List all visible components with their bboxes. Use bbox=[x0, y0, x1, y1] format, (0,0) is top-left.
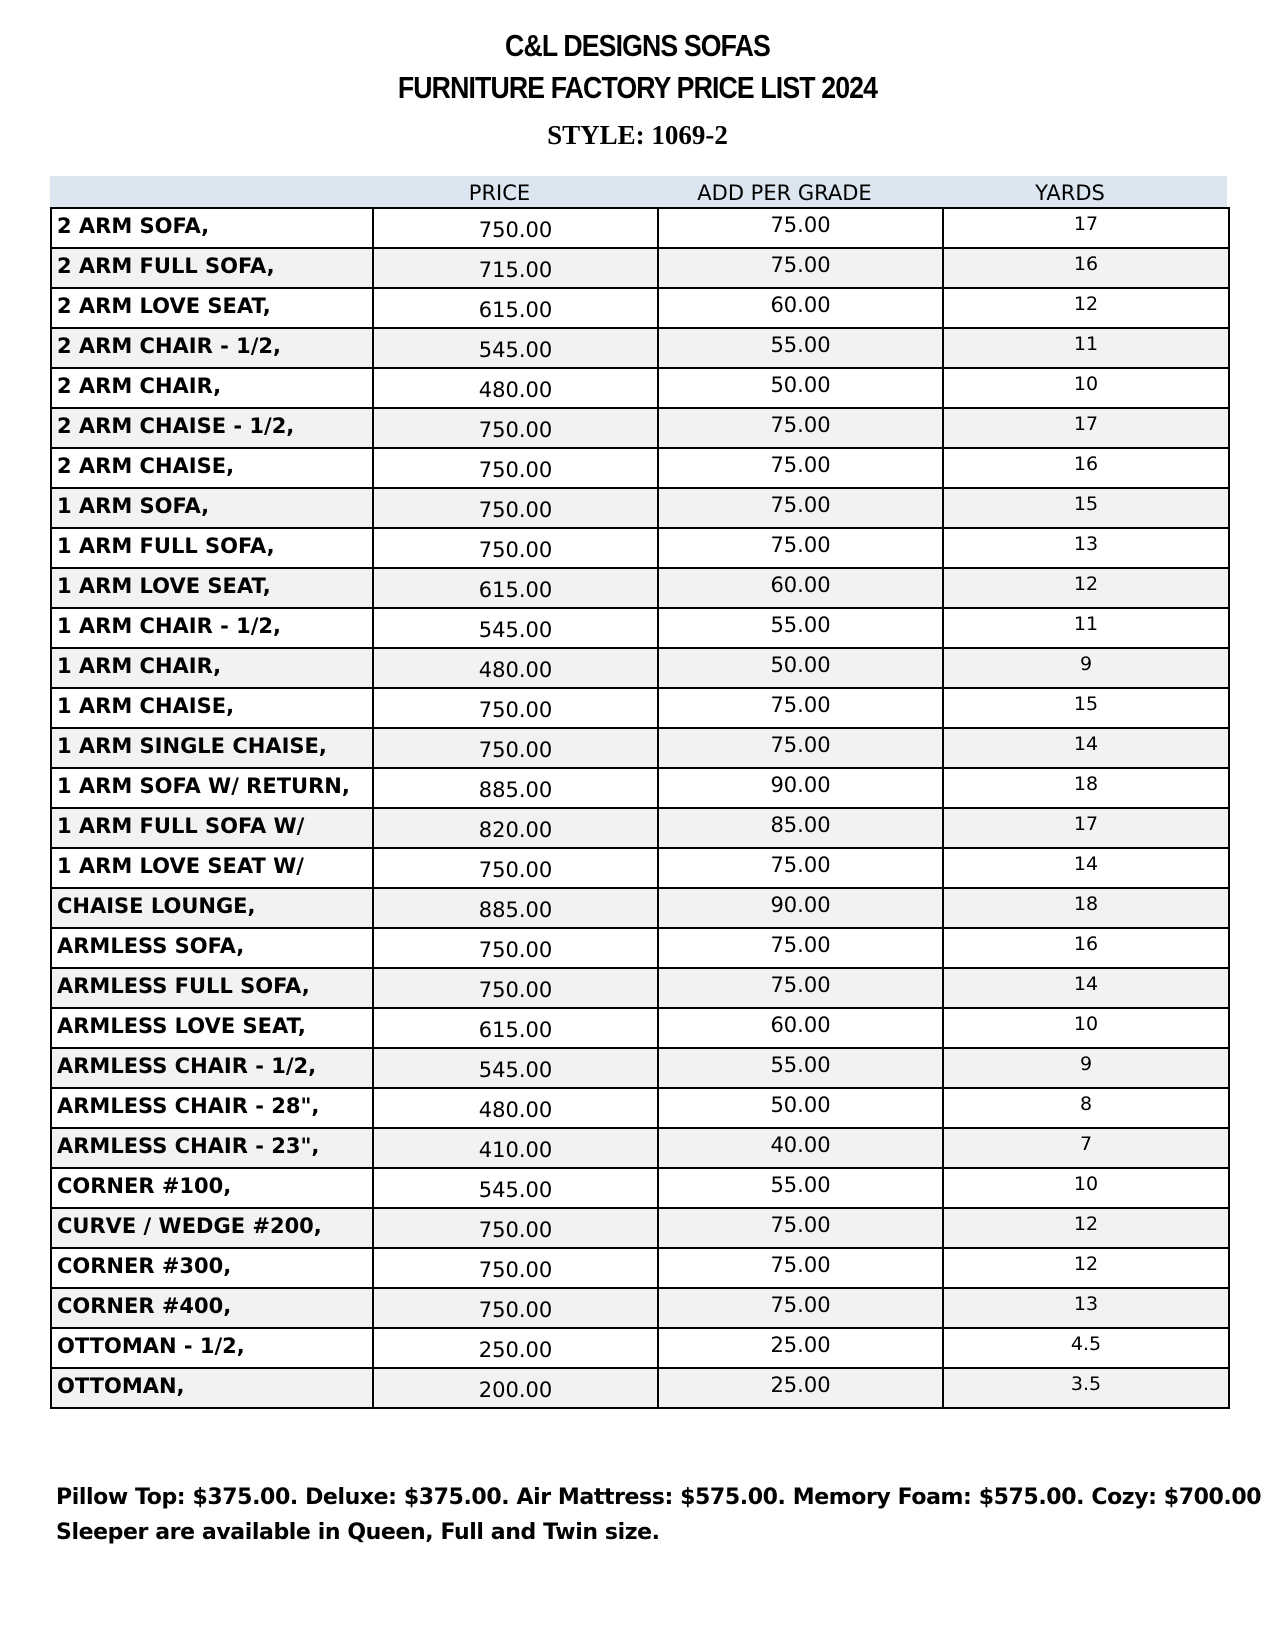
add-per-grade-cell: 60.00 bbox=[658, 1008, 943, 1048]
item-name-cell: CHAISE LOUNGE, bbox=[51, 888, 373, 928]
add-per-grade-cell: 75.00 bbox=[658, 1208, 943, 1248]
yards-cell: 15 bbox=[943, 488, 1229, 528]
table-row bbox=[51, 928, 1229, 968]
add-per-grade-cell: 50.00 bbox=[658, 368, 943, 408]
table-row bbox=[51, 1328, 1229, 1368]
item-name-cell: 2 ARM CHAISE - 1/2, bbox=[51, 408, 373, 448]
add-per-grade-cell: 60.00 bbox=[658, 568, 943, 608]
item-name-cell: CURVE / WEDGE #200, bbox=[51, 1208, 373, 1248]
add-per-grade-cell: 75.00 bbox=[658, 208, 943, 248]
table-row bbox=[51, 568, 1229, 608]
item-name-cell: 1 ARM LOVE SEAT W/ bbox=[51, 848, 373, 888]
yards-cell: 17 bbox=[943, 208, 1229, 248]
item-name-cell: ARMLESS CHAIR - 1/2, bbox=[51, 1048, 373, 1088]
price-cell: 480.00 bbox=[373, 368, 658, 408]
sleeper-sizes-note: Sleeper are available in Queen, Full and Twin size. bbox=[56, 1520, 660, 1545]
price-cell: 750.00 bbox=[373, 1248, 658, 1288]
table-row bbox=[51, 648, 1229, 688]
yards-cell: 11 bbox=[943, 328, 1229, 368]
yards-cell: 13 bbox=[943, 528, 1229, 568]
add-per-grade-cell: 55.00 bbox=[658, 1168, 943, 1208]
item-name-cell: 1 ARM CHAISE, bbox=[51, 688, 373, 728]
add-per-grade-cell: 75.00 bbox=[658, 968, 943, 1008]
table-row bbox=[51, 1368, 1229, 1408]
sleeper-options-note: Pillow Top: $375.00. Deluxe: $375.00. Air Mattress: $575.00. Memory Foam: $575.00. Cozy: $700.00 bbox=[56, 1485, 1262, 1510]
add-per-grade-cell: 25.00 bbox=[658, 1328, 943, 1368]
item-name-cell: 1 ARM LOVE SEAT, bbox=[51, 568, 373, 608]
add-per-grade-cell: 75.00 bbox=[658, 488, 943, 528]
item-name-cell: 2 ARM CHAIR - 1/2, bbox=[51, 328, 373, 368]
add-per-grade-cell: 75.00 bbox=[658, 528, 943, 568]
table-row bbox=[51, 1168, 1229, 1208]
item-name-cell: ARMLESS FULL SOFA, bbox=[51, 968, 373, 1008]
item-name-cell: CORNER #100, bbox=[51, 1168, 373, 1208]
price-cell: 615.00 bbox=[373, 288, 658, 328]
table-row bbox=[51, 1288, 1229, 1328]
price-cell: 750.00 bbox=[373, 688, 658, 728]
table-row bbox=[51, 208, 1229, 248]
yards-cell: 11 bbox=[943, 608, 1229, 648]
price-cell: 750.00 bbox=[373, 728, 658, 768]
item-name-cell: 2 ARM CHAIR, bbox=[51, 368, 373, 408]
add-per-grade-cell: 75.00 bbox=[658, 448, 943, 488]
add-per-grade-cell: 40.00 bbox=[658, 1128, 943, 1168]
add-per-grade-cell: 60.00 bbox=[658, 288, 943, 328]
price-cell: 750.00 bbox=[373, 488, 658, 528]
price-cell: 750.00 bbox=[373, 448, 658, 488]
price-cell: 750.00 bbox=[373, 1208, 658, 1248]
price-cell: 250.00 bbox=[373, 1328, 658, 1368]
price-cell: 615.00 bbox=[373, 568, 658, 608]
price-cell: 545.00 bbox=[373, 608, 658, 648]
add-per-grade-cell: 50.00 bbox=[658, 1088, 943, 1128]
yards-cell: 16 bbox=[943, 448, 1229, 488]
table-row bbox=[51, 1128, 1229, 1168]
table-row bbox=[51, 288, 1229, 328]
item-name-cell: ARMLESS CHAIR - 28", bbox=[51, 1088, 373, 1128]
yards-cell: 18 bbox=[943, 768, 1229, 808]
item-name-cell: 1 ARM CHAIR, bbox=[51, 648, 373, 688]
table-row bbox=[51, 728, 1229, 768]
yards-cell: 9 bbox=[943, 1048, 1229, 1088]
item-name-cell: CORNER #300, bbox=[51, 1248, 373, 1288]
table-row bbox=[51, 528, 1229, 568]
price-cell: 750.00 bbox=[373, 528, 658, 568]
item-name-cell: 1 ARM CHAIR - 1/2, bbox=[51, 608, 373, 648]
price-cell: 615.00 bbox=[373, 1008, 658, 1048]
yards-cell: 16 bbox=[943, 928, 1229, 968]
table-row bbox=[51, 408, 1229, 448]
yards-cell: 17 bbox=[943, 408, 1229, 448]
yards-cell: 10 bbox=[943, 1008, 1229, 1048]
yards-cell: 14 bbox=[943, 968, 1229, 1008]
price-cell: 750.00 bbox=[373, 928, 658, 968]
table-row bbox=[51, 688, 1229, 728]
price-cell: 545.00 bbox=[373, 1048, 658, 1088]
add-per-grade-cell: 25.00 bbox=[658, 1368, 943, 1408]
item-name-cell: 2 ARM LOVE SEAT, bbox=[51, 288, 373, 328]
item-name-cell: 2 ARM FULL SOFA, bbox=[51, 248, 373, 288]
item-name-cell: 1 ARM SINGLE CHAISE, bbox=[51, 728, 373, 768]
table-row bbox=[51, 448, 1229, 488]
add-per-grade-cell: 75.00 bbox=[658, 848, 943, 888]
yards-cell: 10 bbox=[943, 368, 1229, 408]
yards-cell: 14 bbox=[943, 728, 1229, 768]
add-per-grade-cell: 85.00 bbox=[658, 808, 943, 848]
add-per-grade-cell: 75.00 bbox=[658, 248, 943, 288]
item-name-cell: ARMLESS SOFA, bbox=[51, 928, 373, 968]
company-title: C&L DESIGNS SOFAS bbox=[505, 28, 770, 63]
item-name-cell: 1 ARM SOFA W/ RETURN, bbox=[51, 768, 373, 808]
yards-cell: 3.5 bbox=[943, 1368, 1229, 1408]
table-row bbox=[51, 888, 1229, 928]
price-cell: 410.00 bbox=[373, 1128, 658, 1168]
table-row bbox=[51, 968, 1229, 1008]
add-per-grade-cell: 75.00 bbox=[658, 1248, 943, 1288]
table-row bbox=[51, 488, 1229, 528]
yards-cell: 12 bbox=[943, 1208, 1229, 1248]
yards-cell: 4.5 bbox=[943, 1328, 1229, 1368]
table-row bbox=[51, 1008, 1229, 1048]
table-row bbox=[51, 1088, 1229, 1128]
table-row bbox=[51, 328, 1229, 368]
table-row bbox=[51, 768, 1229, 808]
yards-cell: 7 bbox=[943, 1128, 1229, 1168]
add-per-grade-cell: 90.00 bbox=[658, 768, 943, 808]
price-cell: 750.00 bbox=[373, 208, 658, 248]
yards-cell: 8 bbox=[943, 1088, 1229, 1128]
yards-cell: 12 bbox=[943, 288, 1229, 328]
add-per-grade-cell: 55.00 bbox=[658, 1048, 943, 1088]
price-cell: 545.00 bbox=[373, 1168, 658, 1208]
add-per-grade-cell: 50.00 bbox=[658, 648, 943, 688]
item-name-cell: OTTOMAN, bbox=[51, 1368, 373, 1408]
table-row bbox=[51, 808, 1229, 848]
price-cell: 750.00 bbox=[373, 968, 658, 1008]
add-per-grade-cell: 55.00 bbox=[658, 328, 943, 368]
style-number: STYLE: 1069-2 bbox=[547, 120, 728, 150]
yards-cell: 16 bbox=[943, 248, 1229, 288]
add-per-grade-cell: 90.00 bbox=[658, 888, 943, 928]
price-cell: 885.00 bbox=[373, 768, 658, 808]
item-name-cell: OTTOMAN - 1/2, bbox=[51, 1328, 373, 1368]
price-table bbox=[50, 207, 1230, 1409]
item-name-cell: 1 ARM FULL SOFA W/ bbox=[51, 808, 373, 848]
yards-cell: 10 bbox=[943, 1168, 1229, 1208]
yards-cell: 18 bbox=[943, 888, 1229, 928]
price-cell: 480.00 bbox=[373, 1088, 658, 1128]
item-name-cell: 1 ARM FULL SOFA, bbox=[51, 528, 373, 568]
column-header-yards: YARDS bbox=[1035, 181, 1105, 205]
yards-cell: 15 bbox=[943, 688, 1229, 728]
yards-cell: 17 bbox=[943, 808, 1229, 848]
item-name-cell: 1 ARM SOFA, bbox=[51, 488, 373, 528]
item-name-cell: 2 ARM CHAISE, bbox=[51, 448, 373, 488]
add-per-grade-cell: 75.00 bbox=[658, 928, 943, 968]
table-row bbox=[51, 1208, 1229, 1248]
price-cell: 750.00 bbox=[373, 1288, 658, 1328]
table-row bbox=[51, 368, 1229, 408]
add-per-grade-cell: 75.00 bbox=[658, 688, 943, 728]
price-list-title: FURNITURE FACTORY PRICE LIST 2024 bbox=[397, 70, 878, 105]
yards-cell: 14 bbox=[943, 848, 1229, 888]
price-cell: 545.00 bbox=[373, 328, 658, 368]
column-header-add-per-grade: ADD PER GRADE bbox=[697, 181, 872, 205]
item-name-cell: 2 ARM SOFA, bbox=[51, 208, 373, 248]
table-row bbox=[51, 1248, 1229, 1288]
table-row bbox=[51, 608, 1229, 648]
table-row bbox=[51, 248, 1229, 288]
item-name-cell: ARMLESS LOVE SEAT, bbox=[51, 1008, 373, 1048]
add-per-grade-cell: 75.00 bbox=[658, 408, 943, 448]
yards-cell: 12 bbox=[943, 1248, 1229, 1288]
yards-cell: 13 bbox=[943, 1288, 1229, 1328]
yards-cell: 12 bbox=[943, 568, 1229, 608]
price-cell: 750.00 bbox=[373, 848, 658, 888]
price-cell: 820.00 bbox=[373, 808, 658, 848]
yards-cell: 9 bbox=[943, 648, 1229, 688]
price-cell: 480.00 bbox=[373, 648, 658, 688]
item-name-cell: CORNER #400, bbox=[51, 1288, 373, 1328]
price-cell: 200.00 bbox=[373, 1368, 658, 1408]
price-cell: 715.00 bbox=[373, 248, 658, 288]
item-name-cell: ARMLESS CHAIR - 23", bbox=[51, 1128, 373, 1168]
table-row bbox=[51, 1048, 1229, 1088]
add-per-grade-cell: 75.00 bbox=[658, 728, 943, 768]
add-per-grade-cell: 55.00 bbox=[658, 608, 943, 648]
add-per-grade-cell: 75.00 bbox=[658, 1288, 943, 1328]
column-header-price: PRICE bbox=[468, 181, 531, 205]
price-cell: 885.00 bbox=[373, 888, 658, 928]
price-cell: 750.00 bbox=[373, 408, 658, 448]
table-row bbox=[51, 848, 1229, 888]
